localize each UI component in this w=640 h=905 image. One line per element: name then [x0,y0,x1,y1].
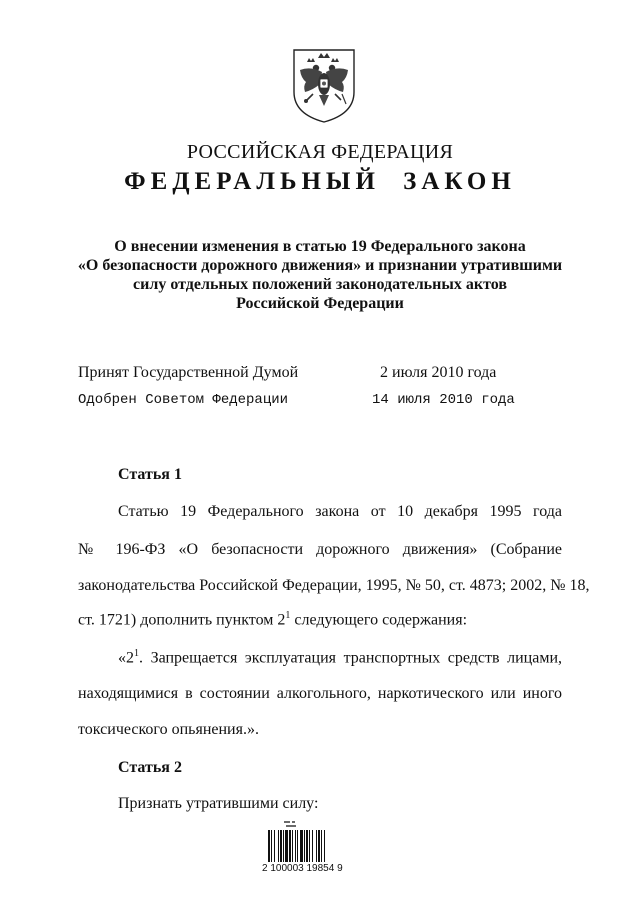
barcode-bar [278,830,279,862]
barcode-bar [271,830,272,862]
coat-of-arms-emblem [289,44,359,124]
superscript: 1 [285,610,291,621]
law-title [60,237,580,313]
barcode-bar [306,830,308,862]
law-type-heading: ФЕДЕРАЛЬНЫЙ ЗАКОН [124,168,516,195]
article-1-quote-line: токсического опьянения.». [78,721,259,738]
barcode-bar [292,830,293,862]
barcode-bar [280,830,282,862]
article-1-line4-tail: следующего содержания: [290,611,468,629]
duma-adoption-date: 2 июля 2010 года [380,364,497,381]
barcode-number: 2 100003 19854 9 [262,863,343,874]
barcode-graphic [266,818,356,888]
barcode-bar [309,830,310,862]
council-approval-label: Одобрен Советом Федерации [78,392,289,408]
barcode-bar [300,830,303,862]
barcode-bar [304,830,305,862]
article-1-text-line [78,610,467,629]
law-title-line: О внесении изменения в статью 19 Федерального закона [114,238,526,255]
barcode-bar [312,830,313,862]
superscript: 1 [134,648,139,659]
article-1-heading: Статья 1 [118,466,182,483]
barcode-bar [295,830,296,862]
country-name: РОССИЙСКАЯ ФЕДЕРАЦИЯ [186,141,454,163]
barcode-bar [316,830,317,862]
barcode-bar [285,830,288,862]
barcode-bar [274,830,275,862]
article-1-text-line: Статью 19 Федерального закона от 10 декабря 1995 года [118,503,562,520]
barcode-bar [324,830,325,862]
barcode-bar [289,830,291,862]
quote-start: «2 [118,649,134,667]
barcode-bar [297,830,298,862]
article-2-heading: Статья 2 [118,759,182,776]
barcode-bar [283,830,284,862]
law-title-line: силу отдельных положений законодательных актов [133,276,507,293]
article-1-text-line: законодательства Российской Федерации, 1995, № 50, ст. 4873; 2002, № 18, [78,577,590,594]
article-1-line4-text: ст. 1721) дополнить пунктом 2 [78,611,286,629]
article-1-quote-line [118,648,562,667]
quote-text: . Запрещается эксплуатация транспортных средств лицами, [139,649,562,667]
duma-adoption-label: Принят Государственной Думой [78,364,299,381]
article-1-quote-line: находящимися в состоянии алкогольного, наркотического или иного [78,685,562,702]
law-title-line: Российской Федерации [236,295,404,312]
council-approval-date: 14 июля 2010 года [372,392,515,408]
article-1-text-line: № 196-ФЗ «О безопасности дорожного движения» (Собрание [78,541,562,558]
article-2-text-line: Признать утратившими силу: [118,795,319,812]
law-title-line: «О безопасности дорожного движения» и признании утратившими [77,257,563,274]
barcode-bar [318,830,320,862]
barcode-bar [321,830,322,862]
barcode-bar [268,830,270,862]
